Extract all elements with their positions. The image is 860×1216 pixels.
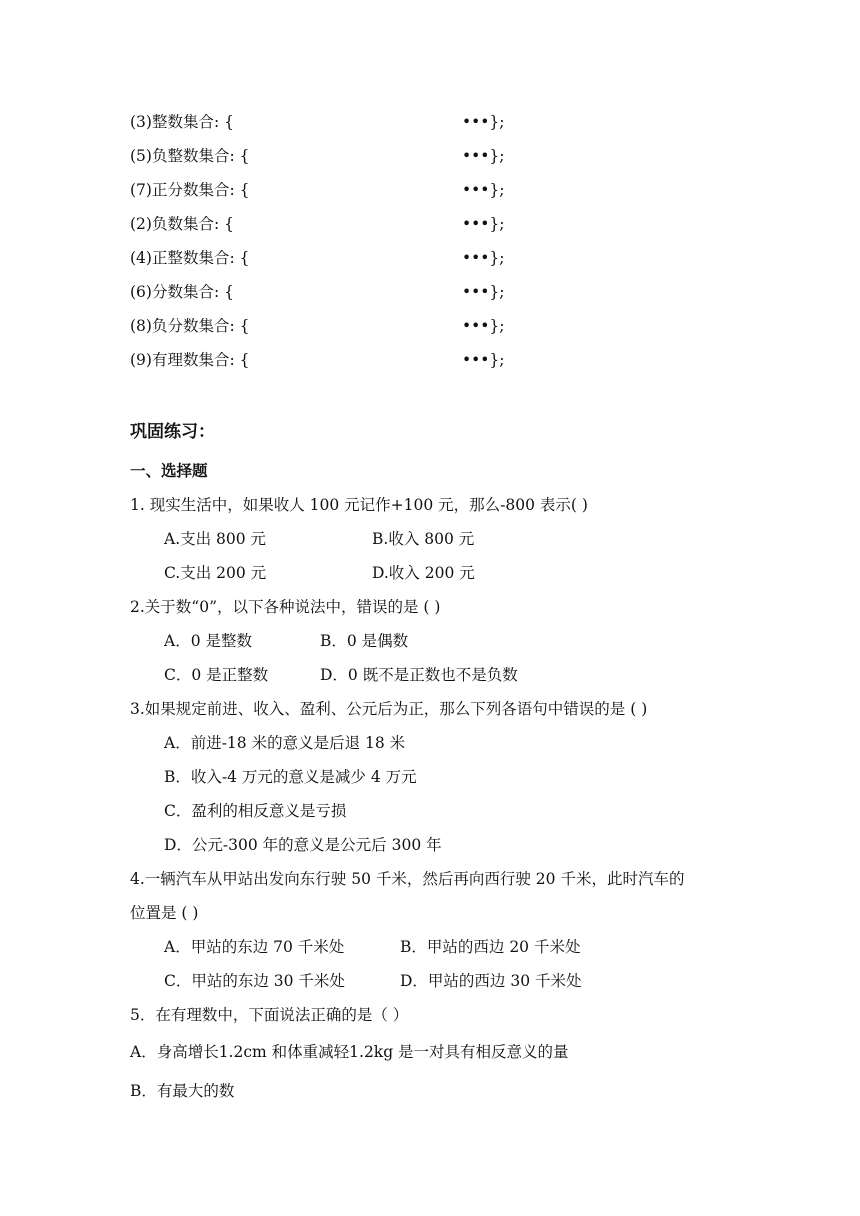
question-option: D．0 既不是正数也不是负数 — [320, 666, 518, 684]
question-option: C.支出 200 元 — [164, 564, 267, 582]
question-stem: 4.一辆汽车从甲站出发向东行驶 50 千米，然后再向西行驶 20 千米，此时汽车的 — [130, 870, 685, 888]
question-option: D．公元-300 年的意义是公元后 300 年 — [164, 836, 442, 854]
question-option: B．有最大的数 — [130, 1082, 235, 1100]
question-option: A.支出 800 元 — [164, 530, 267, 548]
sub-title: 一、选择题 — [130, 462, 208, 480]
set-label: (5)负整数集合: { — [130, 147, 250, 165]
set-label: (3)整数集合: { — [130, 113, 234, 131]
question-option: C．甲站的东边 30 千米处 — [164, 972, 345, 990]
question-option: A．甲站的东边 70 千米处 — [164, 938, 345, 956]
question-option: B．收入-4 万元的意义是减少 4 万元 — [164, 768, 417, 786]
question-stem-continued: 位置是 ( ) — [130, 904, 199, 922]
set-ellipsis: •••}; — [462, 351, 505, 369]
question-option: B.收入 800 元 — [372, 530, 475, 548]
set-ellipsis: •••}; — [462, 181, 505, 199]
set-label: (2)负数集合: { — [130, 215, 234, 233]
set-ellipsis: •••}; — [462, 215, 505, 233]
set-label: (9)有理数集合: { — [130, 351, 250, 369]
question-option: A．身高增长1.2cm 和体重减轻1.2kg 是一对具有相反意义的量 — [130, 1043, 569, 1061]
question-option: C．0 是正整数 — [164, 666, 269, 684]
question-stem: 2.关于数“0”，以下各种说法中，错误的是 ( ) — [130, 598, 441, 616]
set-ellipsis: •••}; — [462, 283, 505, 301]
set-ellipsis: •••}; — [462, 147, 505, 165]
set-label: (4)正整数集合: { — [130, 249, 250, 267]
set-ellipsis: •••}; — [462, 113, 505, 131]
question-option: D．甲站的西边 30 千米处 — [400, 972, 582, 990]
set-label: (7)正分数集合: { — [130, 181, 250, 199]
set-label: (6)分数集合: { — [130, 283, 234, 301]
question-stem: 1. 现实生活中，如果收人 100 元记作+100 元，那么-800 表示( ) — [130, 496, 588, 514]
question-option: B．甲站的西边 20 千米处 — [400, 938, 581, 956]
question-option: B．0 是偶数 — [320, 632, 409, 650]
set-ellipsis: •••}; — [462, 317, 505, 335]
question-option: A．0 是整数 — [164, 632, 252, 650]
question-option: A．前进-18 米的意义是后退 18 米 — [164, 734, 406, 752]
question-stem: 5．在有理数中，下面说法正确的是（ ） — [130, 1006, 409, 1024]
section-title: 巩固练习： — [130, 422, 215, 442]
question-option: D.收入 200 元 — [372, 564, 475, 582]
set-label: (8)负分数集合: { — [130, 317, 250, 335]
question-stem: 3.如果规定前进、收入、盈利、公元后为正，那么下列各语句中错误的是 ( ) — [130, 700, 648, 718]
question-option: C．盈利的相反意义是亏损 — [164, 802, 347, 820]
set-ellipsis: •••}; — [462, 249, 505, 267]
